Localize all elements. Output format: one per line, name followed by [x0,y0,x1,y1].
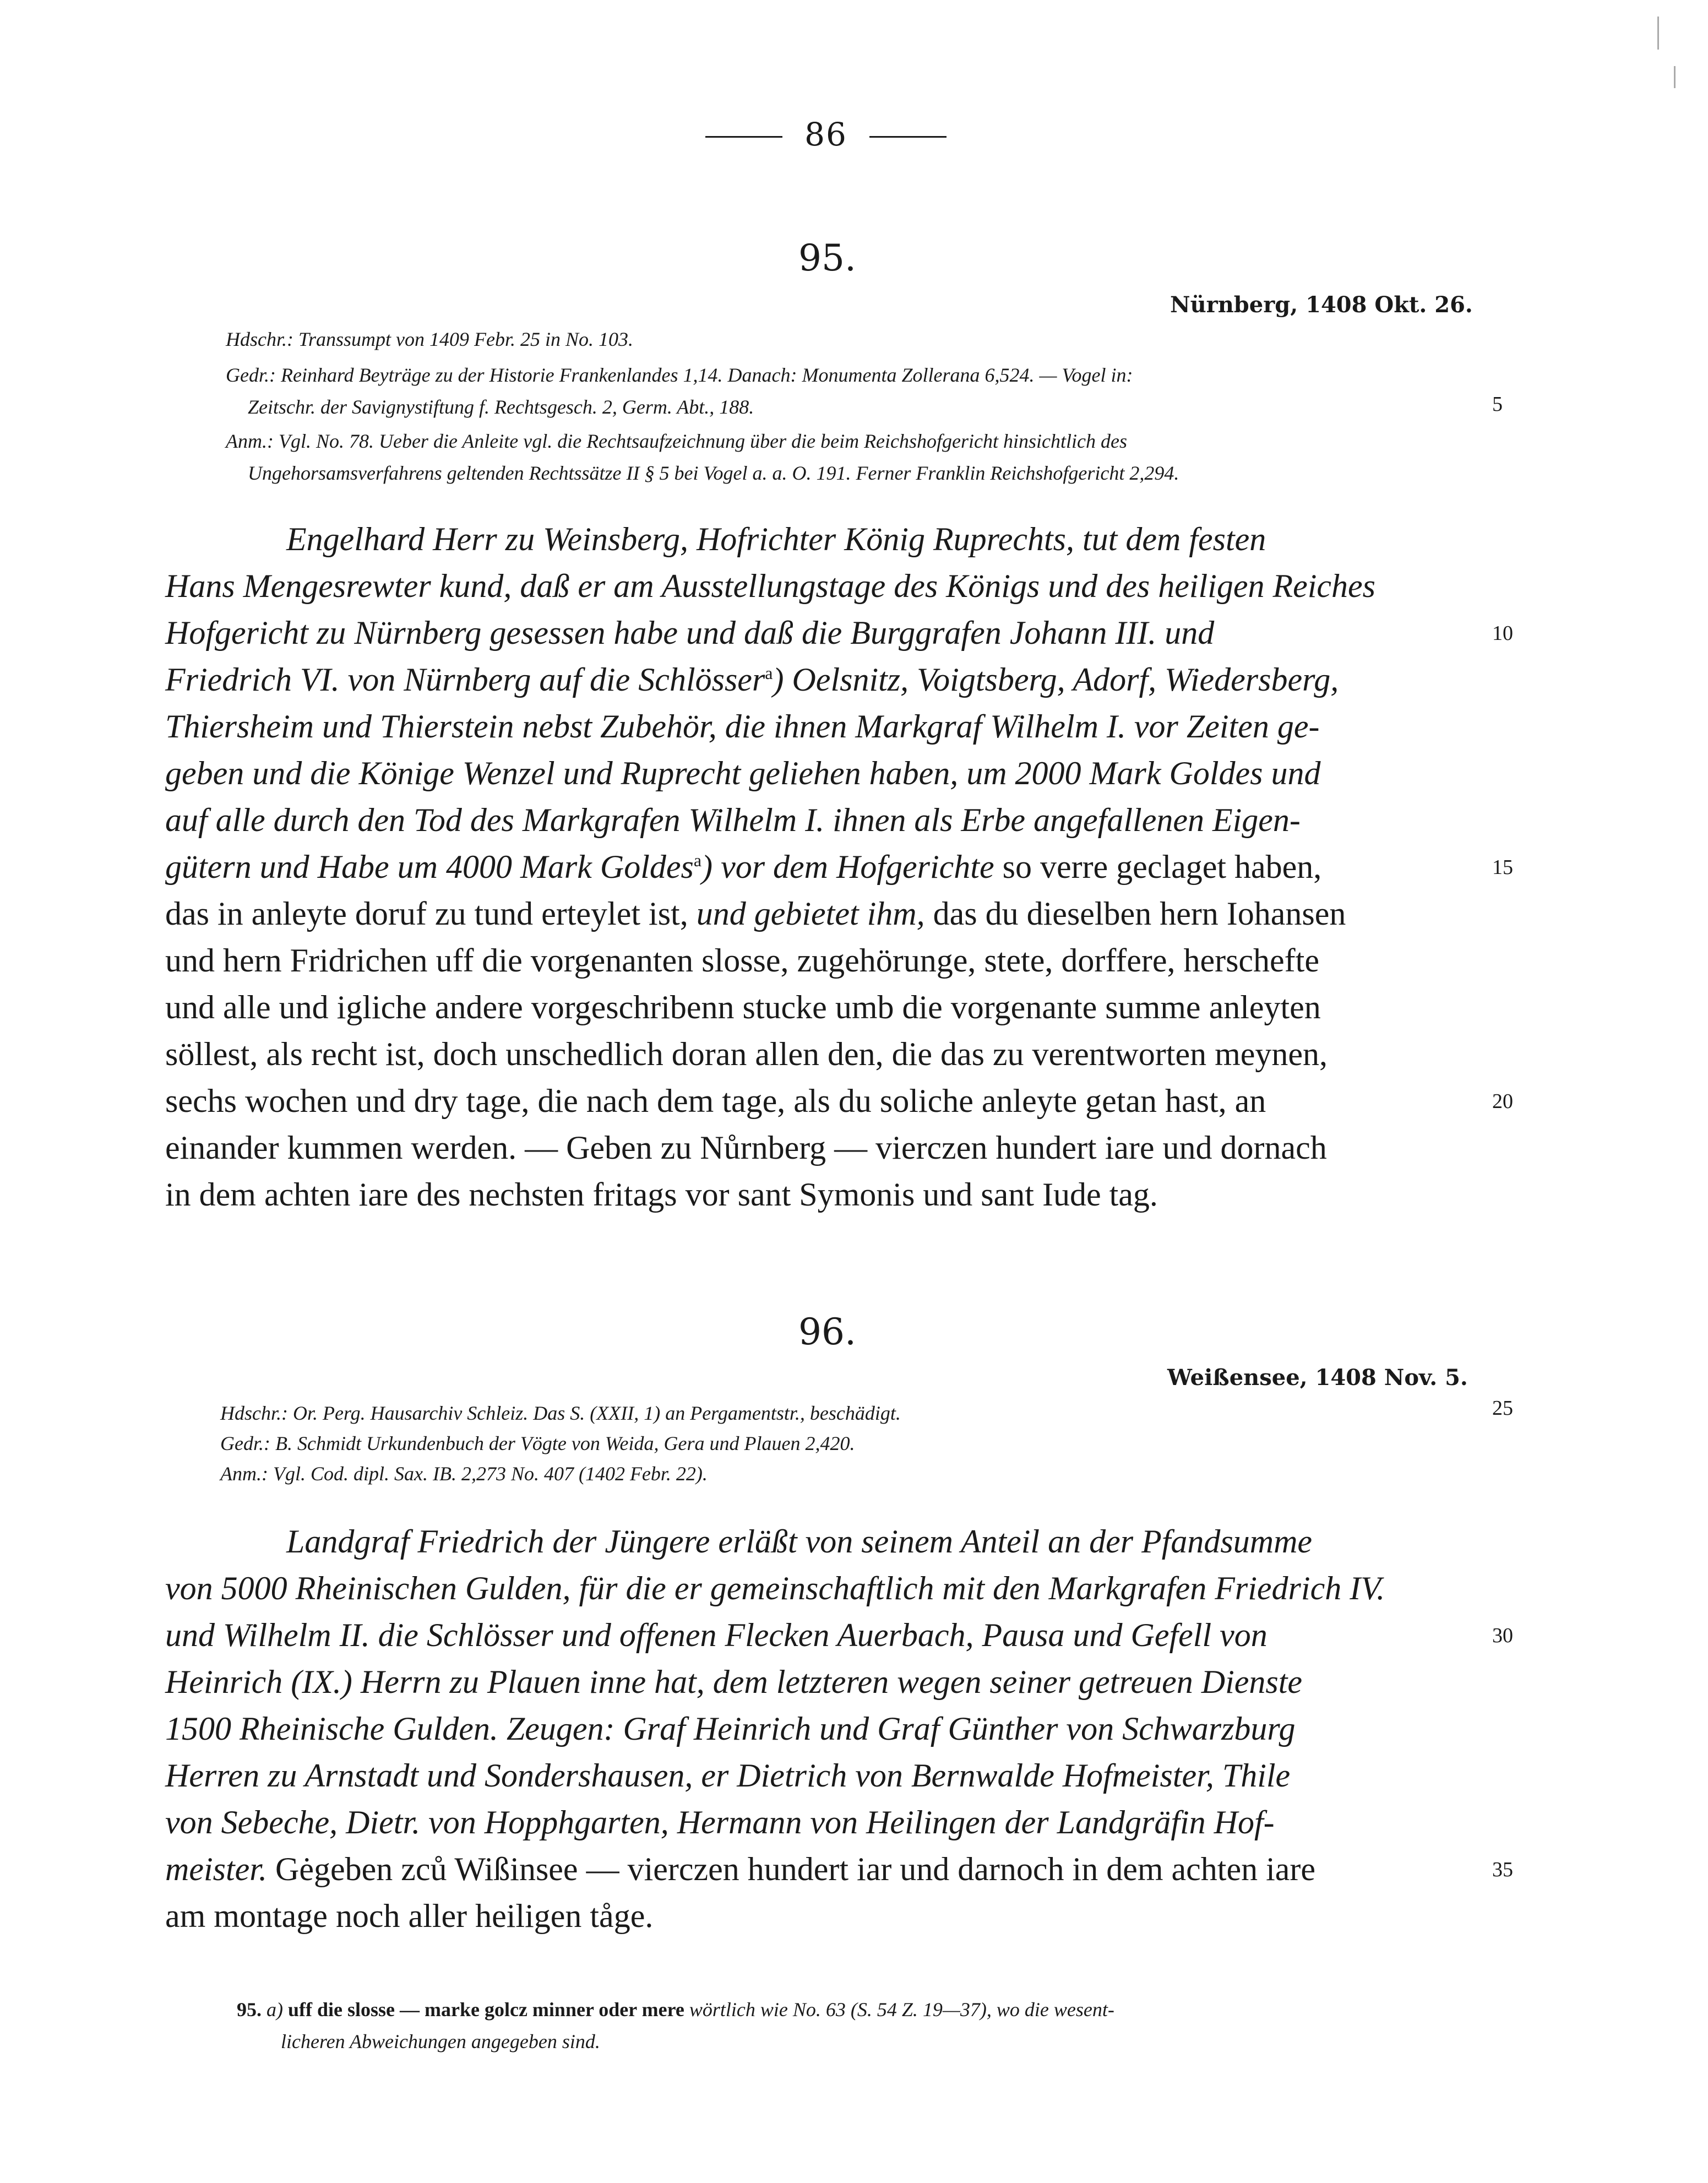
body-line: von 5000 Rheinischen Gulden, für die er gemeinschaftlich mit den Markgrafen Friedrich IV. [165,1570,1385,1606]
meta-line: Gedr.: B. Schmidt Urkundenbuch der Vögte von Weida, Gera und Plauen 2,420. [220,1432,855,1454]
body-line: einander kummen werden. — Geben zu Nůrnberg — vierczen hundert iare und dornach [165,1129,1327,1166]
margin-line-number: 10 [1492,622,1513,645]
body-line: Landgraf Friedrich der Jüngere erläßt von seinem Anteil an der Pfandsumme [286,1523,1313,1560]
margin-line-number: 30 [1492,1624,1513,1647]
body-line: Thiersheim und Thierstein nebst Zubehör, die ihnen Markgraf Wilhelm I. vor Zeiten ge- [165,708,1320,745]
body-line: sechs wochen und dry tage, die nach dem tage, als du soliche anleyte getan hast, an [165,1083,1266,1119]
place-date-95: Nürnberg, 1408 Okt. 26. [1170,292,1473,318]
footnote: 95. a) uff die slosse — marke golcz minner oder mere wörtlich wie No. 63 (S. 54 Z. 19—37), wo die wesent- [237,1999,1114,2021]
body-line: in dem achten iare des nechsten fritags vor sant Symonis und sant Iude tag. [165,1176,1158,1213]
body-line: das in anleyte doruf zu tund erteylet ist, und gebietet ihm, das du dieselben hern Iohansen [165,895,1346,932]
page-header [683,116,969,153]
margin-line-number: 15 [1492,856,1513,879]
header-rule-left [705,136,782,138]
body-line: Heinrich (IX.) Herrn zu Plauen inne hat, dem letzteren wegen seiner getreuen Dienste [165,1664,1303,1700]
body-line: Hans Mengesrewter kund, daß er am Ausstellungstage des Königs und des heiligen Reiches [165,568,1376,604]
meta-line: Anm.: Vgl. No. 78. Ueber die Anleite vgl. die Rechtsaufzeichnung über die beim Reichshofgericht hinsichtlich des [226,430,1127,452]
body-line: Friedrich VI. von Nürnberg auf die Schlösser$^a$) Oelsnitz, Voigtsberg, Adorf, Wiedersberg, [165,661,1339,698]
document-number-95: 95. [798,237,856,279]
body-line: gütern und Habe um 4000 Mark Goldes$^a$) vor dem Hofgerichte so verre geclaget haben, [165,849,1322,885]
body-line: söllest, als recht ist, doch unschedlich doran allen den, die das zu verentworten meynen, [165,1036,1328,1072]
body-line: Engelhard Herr zu Weinsberg, Hofrichter König Ruprechts, tut dem festen [286,521,1266,557]
meta-line: Anm.: Vgl. Cod. dipl. Sax. IB. 2,273 No. 407 (1402 Febr. 22). [220,1463,708,1485]
meta-line: Hdschr.: Transsumpt von 1409 Febr. 25 in No. 103. [226,328,634,350]
body-line: auf alle durch den Tod des Markgrafen Wilhelm I. ihnen als Erbe angefallenen Eigen- [165,802,1301,838]
margin-line-number: 5 [1492,393,1503,416]
meta-line: Hdschr.: Or. Perg. Hausarchiv Schleiz. Das S. (XXII, 1) an Pergamentstr., beschädigt. [220,1402,901,1424]
scan-mark [1674,66,1676,88]
document-number-96: 96. [798,1311,856,1353]
margin-line-number: 20 [1492,1090,1513,1113]
page-number: 86 [804,116,847,153]
margin-line-number: 25 [1492,1397,1513,1420]
footnote-continuation: licheren Abweichungen angegeben sind. [281,2030,600,2052]
body-line: 1500 Rheinische Gulden. Zeugen: Graf Heinrich und Graf Günther von Schwarzburg [165,1710,1296,1747]
body-line: Hofgericht zu Nürnberg gesessen habe und daß die Burggrafen Johann III. und [165,615,1215,651]
body-line: und alle und igliche andere vorgeschribenn stucke umb die vorgenante summe anleyten [165,989,1321,1025]
body-line: und Wilhelm II. die Schlösser und offenen Flecken Auerbach, Pausa und Gefell von [165,1617,1268,1653]
body-line: geben und die Könige Wenzel und Ruprecht geliehen haben, um 2000 Mark Goldes und [165,755,1321,791]
scan-mark [1657,17,1659,50]
body-line: und hern Fridrichen uff die vorgenanten slosse, zugehörunge, stete, dorffere, herschefte [165,942,1319,979]
body-line: von Sebeche, Dietr. von Hopphgarten, Hermann von Heilingen der Landgräfin Hof- [165,1804,1275,1840]
body-line: am montage noch aller heiligen tåge. [165,1898,654,1934]
header-rule-right [869,136,947,138]
meta-line: Zeitschr. der Savignystiftung f. Rechtsgesch. 2, Germ. Abt., 188. [248,396,754,418]
body-line: meister. Gėgeben zců Wißinsee — vierczen hundert iar und darnoch in dem achten iare [165,1851,1315,1887]
margin-line-number: 35 [1492,1858,1513,1881]
meta-line: Gedr.: Reinhard Beyträge zu der Historie Frankenlandes 1,14. Danach: Monumenta Zollerana 6,524. — Vogel in: [226,364,1133,386]
place-date-96: Weißensee, 1408 Nov. 5. [1167,1365,1468,1391]
body-line: Herren zu Arnstadt und Sondershausen, er Dietrich von Bernwalde Hofmeister, Thile [165,1757,1291,1794]
meta-line: Ungehorsamsverfahrens geltenden Rechtssätze II § 5 bei Vogel a. a. O. 191. Ferner Franklin Reichshofgericht 2,294. [248,462,1179,484]
